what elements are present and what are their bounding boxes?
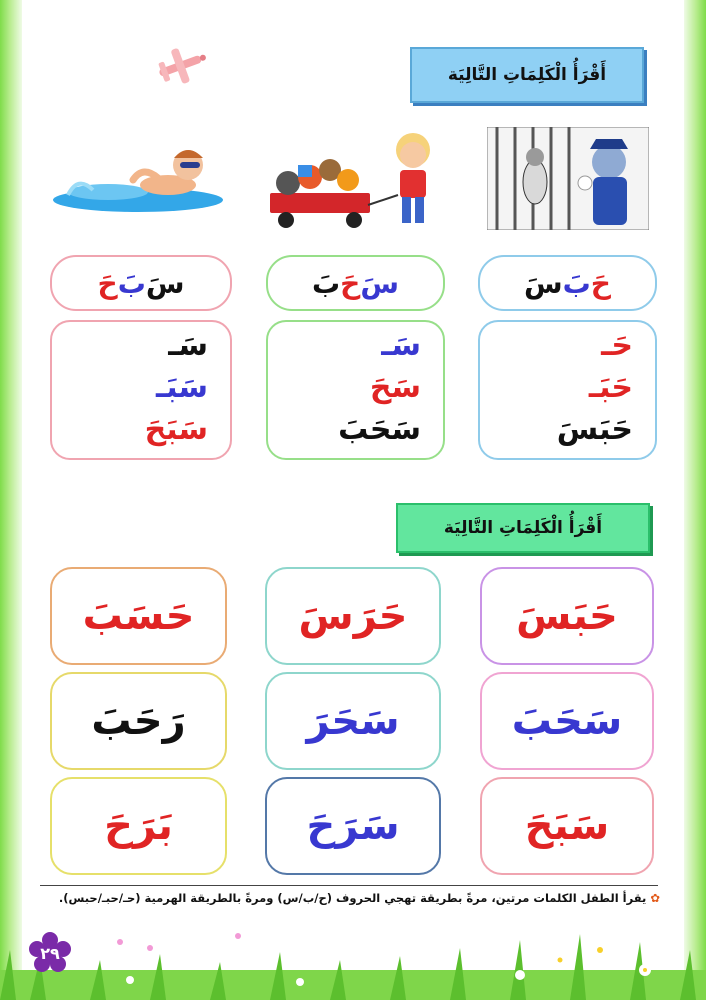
letter: بَ xyxy=(562,266,591,300)
spelling-step: حَبَسَ xyxy=(556,412,633,447)
grass-decoration xyxy=(0,930,706,1000)
jail-cat-illustration xyxy=(487,127,649,230)
spelling-box-1 xyxy=(478,320,657,460)
teacher-note xyxy=(40,891,660,905)
word-card: سَحَبَ xyxy=(480,672,654,770)
word-card: سَحَرَ xyxy=(265,672,441,770)
spelling-step: حَـ xyxy=(601,328,633,363)
teacher-note-text: يقرأ الطفل الكلمات مرتين، مرةً بطريقة تهجي الحروف (ح/ب/س) ومرةً بالطريقة الهرمية (حـ/حبـ/حبس). xyxy=(58,891,647,905)
top-title-banner xyxy=(410,47,644,103)
left-border xyxy=(0,0,22,1000)
spelling-step: سَبَـ xyxy=(155,370,208,405)
letter: حَ xyxy=(97,266,118,300)
spelling-step: سَـ xyxy=(381,328,421,363)
letter: سَ xyxy=(524,266,563,300)
flower-bullet-icon: ✿ xyxy=(650,891,660,905)
middle-title-banner xyxy=(396,503,650,553)
page-number-badge xyxy=(29,932,71,974)
spelling-box-3 xyxy=(50,320,232,460)
word-card: سَبَحَ xyxy=(480,777,654,875)
letter: سَ xyxy=(360,266,399,300)
letter: بَ xyxy=(312,266,341,300)
spelling-step: سَـ xyxy=(168,328,208,363)
letter: حَ xyxy=(340,266,361,300)
spelling-step: حَبَـ xyxy=(588,370,633,405)
letter: بَ xyxy=(117,266,146,300)
spelling-step: سَحَبَ xyxy=(338,412,421,447)
letters-pill-2 xyxy=(266,255,445,311)
page-number: ٢٩ xyxy=(40,943,60,963)
word-card: حَسَبَ xyxy=(50,567,227,665)
top-title: أَقْرَأُ الْكَلِمَاتِ التَّالِيَة xyxy=(447,65,607,85)
word-card: سَرَحَ xyxy=(265,777,441,875)
right-border xyxy=(684,0,706,1000)
wagon-boy-illustration xyxy=(268,125,443,230)
footnote-divider xyxy=(40,885,658,886)
spelling-box-2 xyxy=(266,320,445,460)
word-card: رَحَبَ xyxy=(50,672,227,770)
airplane-icon xyxy=(150,40,210,90)
letter: حَ xyxy=(590,266,611,300)
word-card: حَرَسَ xyxy=(265,567,441,665)
spelling-step: سَبَحَ xyxy=(144,412,208,447)
letter: سَ xyxy=(145,266,185,300)
word-card: حَبَسَ xyxy=(480,567,654,665)
swimming-boy-illustration xyxy=(48,140,223,215)
letters-pill-3 xyxy=(50,255,232,311)
word-card: بَرَحَ xyxy=(50,777,227,875)
letters-pill-1 xyxy=(478,255,657,311)
spelling-step: سَحَ xyxy=(369,370,421,405)
middle-title: أَقْرَأُ الْكَلِمَاتِ التَّالِيَة xyxy=(443,518,603,538)
